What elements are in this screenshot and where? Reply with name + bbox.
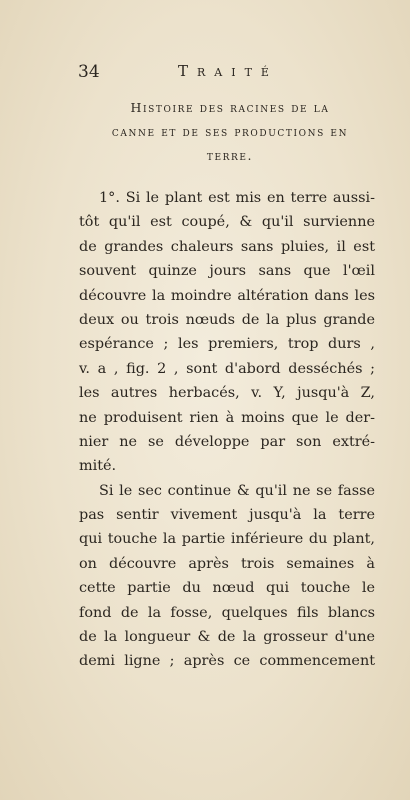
- text-line: 1°. Si le plant est mis en terre aussi-: [99, 190, 375, 206]
- text-line: Si le sec continue & qu'il ne se fasse: [99, 482, 375, 499]
- page-header: [78, 62, 378, 84]
- text-line: cette partie du nœud qui touche le: [79, 580, 375, 597]
- text-line: nier ne se développe par son extré-: [79, 433, 375, 450]
- text-line: souvent quinze jours sans que l'œil: [79, 263, 375, 280]
- text-line: ne produisent rien à moins que le der-: [79, 409, 375, 426]
- page-number: 34: [78, 62, 100, 82]
- text-line: on découvre après trois semaines à: [79, 555, 375, 572]
- text-line: mité.: [79, 458, 117, 475]
- text-line: deux ou trois nœuds de la plus grande: [79, 311, 375, 328]
- text-line: v. a , fig. 2 , sont d'abord desséchés ;: [79, 360, 375, 377]
- text-line: pas sentir vivement jusqu'à la terre: [79, 507, 375, 524]
- section-title-line: Histoire des racines de la: [130, 100, 330, 115]
- paragraph-2: [79, 479, 375, 674]
- section-title-line: terre.: [206, 148, 254, 163]
- paragraph-1: [79, 186, 375, 479]
- text-line: fond de la fosse, quelques fils blancs: [79, 604, 375, 621]
- text-line: de la longueur & de la grosseur d'une: [79, 629, 375, 646]
- text-line: découvre la moindre altération dans les: [79, 287, 375, 304]
- text-line: tôt qu'il est coupé, & qu'il survienne: [79, 214, 375, 231]
- text-line: de grandes chaleurs sans pluies, il est: [79, 238, 375, 255]
- text-line: demi ligne ; après ce commencement: [79, 653, 375, 670]
- running-head: Traité: [178, 62, 278, 80]
- text-line: qui touche la partie inférieure du plant,: [79, 531, 375, 548]
- section-title-line: canne et de ses productions en: [111, 124, 349, 139]
- text-line: espérance ; les premiers, trop durs ,: [79, 336, 375, 353]
- section-title: [80, 96, 380, 168]
- body-text: [79, 186, 375, 674]
- text-line: les autres herbacés, v. Y, jusqu'à Z,: [79, 385, 375, 402]
